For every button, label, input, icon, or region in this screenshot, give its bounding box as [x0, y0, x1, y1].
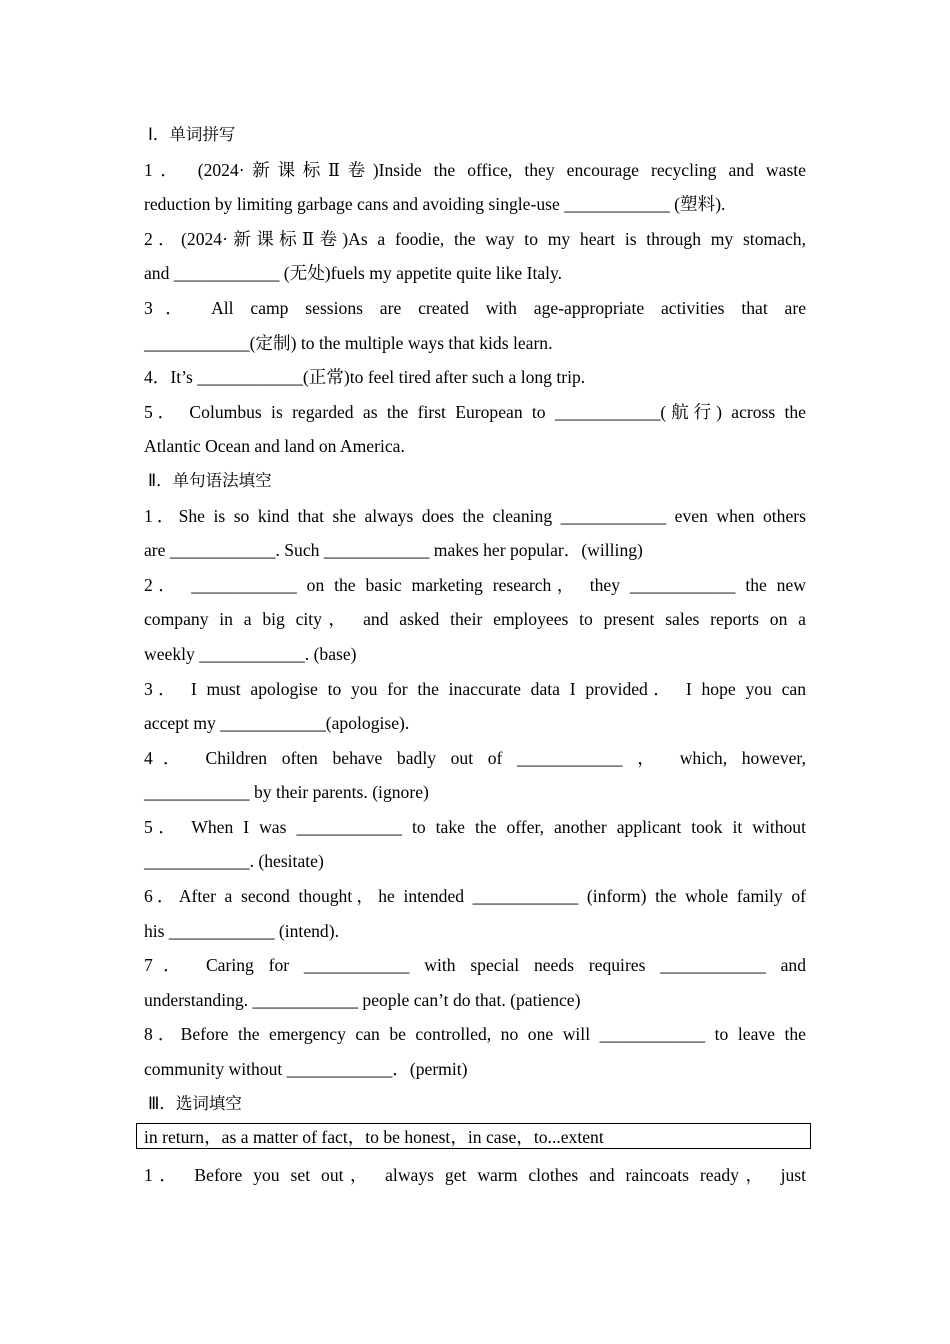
- s2-line: community without ____________．(permit): [144, 1059, 468, 1080]
- s1-line: 4．It’s ____________(正常)to feel tired after such a long trip.: [144, 367, 586, 388]
- s2-line: 8．Before the emergency can be controlled, no one will ____________ to leave the: [144, 1024, 806, 1045]
- s2-line: 5． When I was ____________ to take the offer, another applicant took it without: [144, 816, 806, 837]
- s1-line: and ____________ (无处)fuels my appetite quite like Italy.: [144, 263, 563, 284]
- word-choice-box: in return，as a matter of fact，to be honest，in case，to...extent: [136, 1123, 811, 1149]
- section-3-body: [144, 1158, 806, 1193]
- worksheet-body: [144, 118, 806, 1121]
- section-2-heading: Ⅱ．单句语法填空: [148, 470, 272, 490]
- s2-line: accept my ____________(apologise).: [144, 713, 410, 734]
- s1-line: 3． All camp sessions are created with age-appropriate activities that are: [144, 297, 806, 318]
- s2-line: company in a big city， and asked their employees to present sales reports on a: [144, 609, 806, 630]
- s3-line: 1． Before you set out， always get warm clothes and raincoats ready， just: [144, 1165, 806, 1185]
- s1-line: Atlantic Ocean and land on America.: [144, 436, 405, 457]
- s2-line: weekly ____________. (base): [144, 643, 357, 664]
- s1-line: ____________(定制) to the multiple ways that kids learn.: [144, 332, 553, 353]
- s2-line: his ____________ (intend).: [144, 920, 339, 941]
- s2-line: 6．After a second thought，he intended ____________ (inform) the whole family of: [144, 886, 806, 907]
- s2-line: ____________. (hesitate): [144, 851, 324, 872]
- s2-line: are ____________. Such ____________ makes her popular．(willing): [144, 540, 643, 561]
- s2-line: 3． I must apologise to you for the inaccurate data I provided． I hope you can: [144, 678, 806, 699]
- s1-line: 5． Columbus is regarded as the first European to ____________(航行) across the: [144, 401, 806, 422]
- section-1-heading: Ⅰ．单词拼写: [148, 125, 236, 144]
- s2-line: understanding. ____________ people can’t do that. (patience): [144, 989, 581, 1010]
- s1-line: 1． (2024·新课标Ⅱ卷)Inside the office, they encourage recycling and waste: [144, 159, 806, 180]
- s2-line: 4． Children often behave badly out of ____________ ， which, however,: [144, 747, 806, 768]
- s1-line: reduction by limiting garbage cans and avoiding single-use ____________ (塑料).: [144, 194, 726, 215]
- s2-line: ____________ by their parents. (ignore): [144, 782, 429, 803]
- s1-line: 2．(2024·新课标Ⅱ卷)As a foodie, the way to my heart is through my stomach,: [144, 228, 806, 249]
- section-3-heading: Ⅲ．选词填空: [148, 1093, 242, 1113]
- s2-line: 7． Caring for ____________ with special needs requires ____________ and: [144, 955, 806, 976]
- s2-line: 1．She is so kind that she always does the cleaning ____________ even when others: [144, 505, 806, 526]
- s2-line: 2． ____________ on the basic marketing research， they ____________ the new: [144, 574, 806, 595]
